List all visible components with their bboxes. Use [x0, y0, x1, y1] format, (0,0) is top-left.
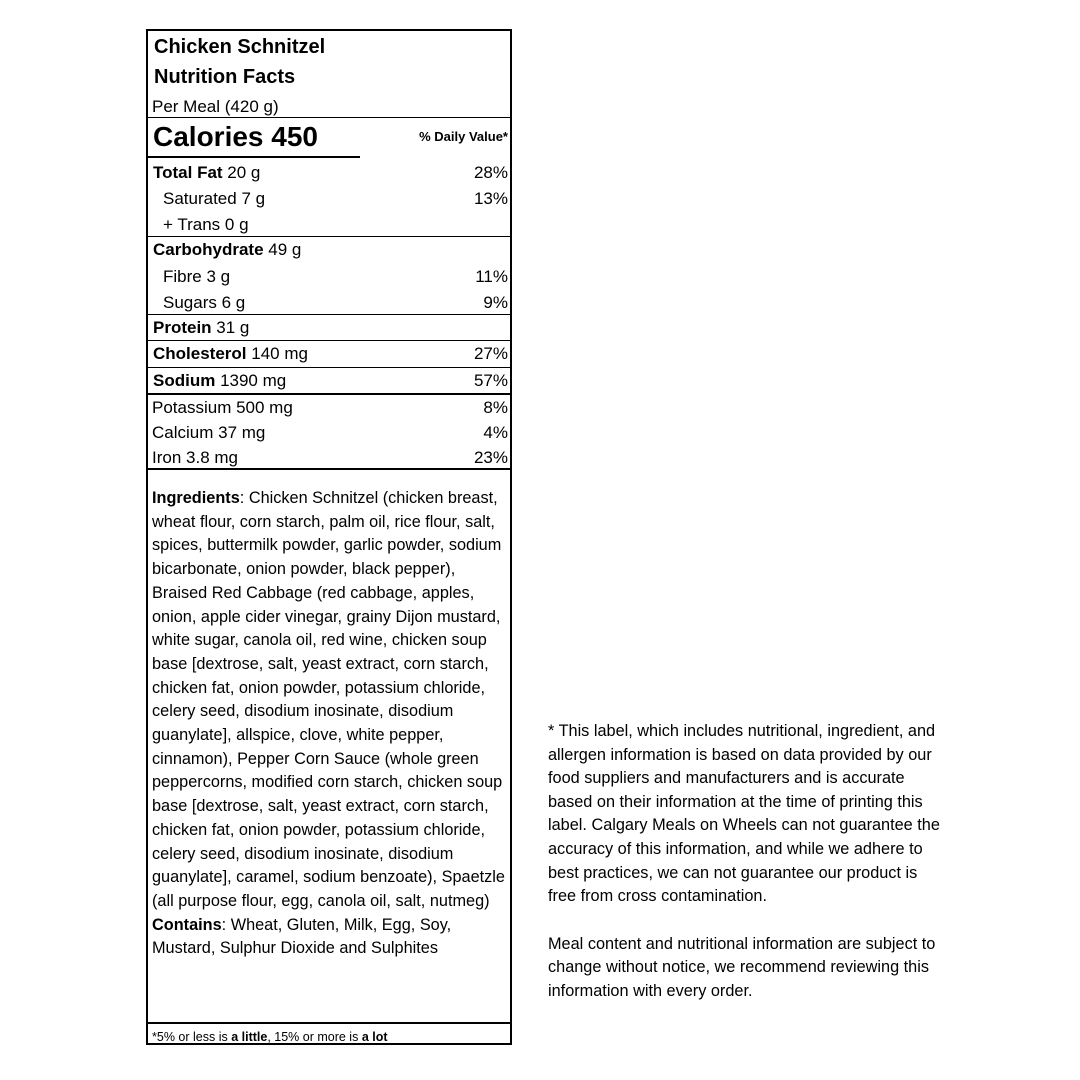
disclaimer	[548, 720, 948, 1004]
nutrient-dv: 13%	[473, 189, 508, 208]
divider	[148, 468, 510, 470]
nutrient-amount: 140 mg	[246, 344, 308, 363]
nutrient-row-cholesterol	[148, 341, 510, 367]
nutrient-name: Carbohydrate	[153, 240, 264, 259]
nutrient-row-sugars	[148, 290, 510, 316]
nutrient-name: Sodium	[153, 371, 216, 390]
nutrition-label	[146, 29, 512, 1045]
nutrient-row-sodium	[148, 368, 510, 394]
ingredients-block	[152, 487, 514, 961]
ingredients-label: Ingredients	[152, 489, 240, 507]
serving-size: Per Meal (420 g)	[152, 97, 279, 116]
nutrient-amount: 49 g	[263, 240, 302, 259]
calories: Calories 450	[153, 121, 318, 152]
contains-label: Contains	[152, 915, 222, 934]
divider	[148, 1022, 510, 1024]
ingredients-text: : Chicken Schnitzel (chicken breast, wheat flour, corn starch, palm oil, rice flour, salt, spices, buttermilk powder, garlic powder, sodium bicarbonate, onion powder, black pepper), Braised Red Cabbage (red cabbage, apples, onion, apple cider vinegar, grainy Dijon mustard, white sugar, canola oil, red wine, chicken soup base [dextrose, salt, yeast extract, corn starch, chicken fat, onion powder, potassium chloride, celery seed, disodium inosinate, disodium guanylate], allspice, clove, white pepper, cinnamon), Pepper Corn Sauce (whole green peppercorns, modified corn starch, chicken soup base [dextrose, salt, yeast extract, corn starch, chicken fat, onion powder, potassium chloride, celery seed, disodium inosinate, disodium guanylate], caramel, sodium benzoate), Spaetzle (all purpose flour, egg, canola oil, salt, nutmeg)	[152, 489, 505, 910]
nutrient-row-protein	[148, 315, 510, 341]
nutrient-name: Protein	[153, 318, 212, 337]
nutrient-row-fibre	[148, 264, 510, 290]
nutrient-dv: 4%	[483, 423, 508, 442]
nutrient-row-calcium	[148, 420, 510, 446]
nutrient-name: Calcium 37 mg	[152, 423, 266, 442]
divider	[148, 117, 510, 118]
nutrient-row-trans	[148, 212, 510, 238]
nutrient-row-total-fat	[148, 160, 510, 186]
disclaimer-paragraph: Meal content and nutritional information are subject to change without notice, we recommend reviewing this information with every order.	[548, 934, 936, 1000]
nutrient-name: Saturated 7 g	[163, 189, 266, 208]
nutrient-name: Fibre 3 g	[163, 267, 231, 286]
disclaimer-paragraph: * This label, which includes nutritional, ingredient, and allergen information is based on data provided by our food suppliers and manufacturers and is accurate based on their information at the time of printing this label. Calgary Meals on Wheels can not guarantee the accuracy of this information, and while we adhere to best practices, we can not guarantee our product is free from cross contamination.	[548, 722, 940, 906]
nutrient-row-potassium	[148, 395, 510, 421]
nutrient-row-saturated	[148, 186, 510, 212]
nutrient-name: Iron 3.8 mg	[152, 448, 238, 467]
nutrient-dv: 28%	[473, 163, 508, 182]
nutrient-row-carbohydrate	[148, 237, 510, 263]
footnote: *5% or less is a little, 15% or more is a lot	[152, 1030, 388, 1044]
nutrient-dv: 23%	[473, 448, 508, 467]
nutrient-dv: 27%	[473, 344, 508, 363]
nutrient-dv: 57%	[473, 371, 508, 390]
calories-underline	[148, 156, 360, 158]
nutrition-facts-heading: Nutrition Facts	[154, 66, 296, 88]
nutrient-dv: 9%	[483, 293, 508, 312]
contains-text: : Wheat, Gluten, Milk, Egg, Soy, Mustard, Sulphur Dioxide and Sulphites	[152, 915, 452, 958]
nutrient-name: Cholesterol	[153, 344, 247, 363]
nutrient-name: + Trans 0 g	[163, 215, 249, 234]
nutrient-dv: 11%	[475, 267, 508, 286]
product-name: Chicken Schnitzel	[154, 36, 326, 58]
nutrient-amount: 31 g	[211, 318, 250, 337]
nutrient-dv: 8%	[483, 398, 508, 417]
nutrient-amount: 1390 mg	[215, 371, 287, 390]
daily-value-header: % Daily Value*	[419, 129, 508, 144]
nutrient-name: Total Fat	[153, 163, 223, 182]
nutrient-name: Potassium 500 mg	[152, 398, 293, 417]
nutrient-name: Sugars 6 g	[163, 293, 246, 312]
nutrient-amount: 20 g	[222, 163, 261, 182]
